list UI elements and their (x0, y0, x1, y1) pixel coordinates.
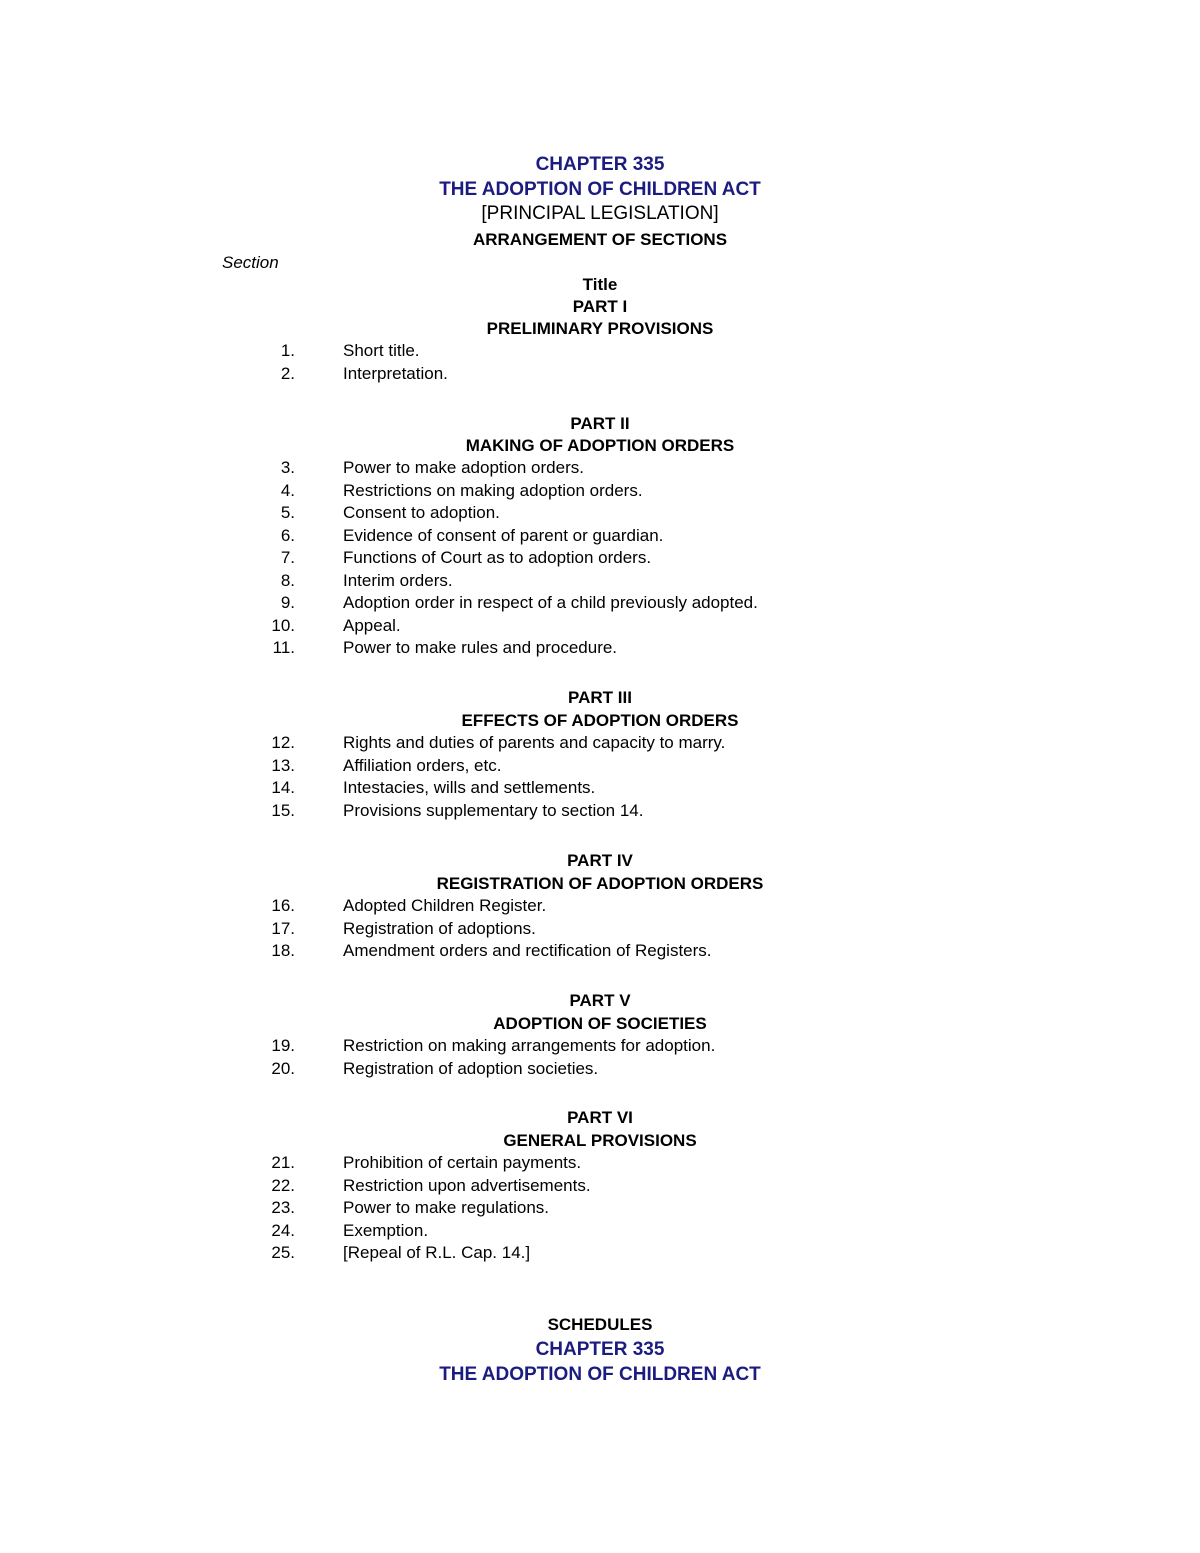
section-title: Restriction on making arrangements for adoption. (343, 1036, 716, 1055)
section-number: 16. (271, 896, 295, 915)
section-number: 1. (280, 341, 295, 360)
section-title: Power to make rules and procedure. (343, 638, 618, 657)
part-1-label: PART I (572, 297, 628, 316)
section-title: Power to make regulations. (343, 1198, 549, 1217)
section-entry (0, 940, 1200, 963)
section-number: 13. (271, 755, 295, 775)
section-entry (0, 1175, 1200, 1198)
section-entry (0, 340, 1200, 363)
section-title: Restrictions on making adoption orders. (343, 480, 643, 500)
part-5-sections (0, 1035, 1200, 1080)
act-title: THE ADOPTION OF CHILDREN ACT (439, 179, 761, 200)
schedules-heading: SCHEDULES (547, 1315, 653, 1334)
section-title: Interim orders. (343, 570, 453, 590)
section-title: Exemption. (343, 1220, 429, 1240)
section-number: 8. (280, 570, 295, 590)
section-title: Appeal. (343, 615, 401, 635)
part-2-sections (0, 457, 1200, 660)
section-entry (0, 777, 1200, 800)
section-entry (0, 895, 1200, 918)
section-number: 9. (280, 593, 295, 612)
section-number: 25. (271, 1243, 295, 1262)
part-6-label: PART VI (567, 1108, 633, 1127)
section-number: 4. (280, 480, 295, 500)
arrangement-heading: ARRANGEMENT OF SECTIONS (472, 230, 728, 249)
section-title: Intestacies, wills and settlements. (343, 778, 596, 797)
part-1-heading: PRELIMINARY PROVISIONS (486, 319, 714, 338)
section-number: 19. (271, 1036, 295, 1055)
section-entry (0, 457, 1200, 480)
section-entry (0, 547, 1200, 570)
footer-act-title: THE ADOPTION OF CHILDREN ACT (439, 1364, 761, 1385)
section-title: Evidence of consent of parent or guardian. (343, 525, 664, 545)
section-entry (0, 570, 1200, 593)
section-title: [Repeal of R.L. Cap. 14.] (343, 1243, 531, 1262)
section-title: Rights and duties of parents and capacity to marry. (343, 733, 726, 752)
section-entry (0, 800, 1200, 823)
section-title: Adopted Children Register. (343, 896, 547, 915)
section-entry (0, 615, 1200, 638)
section-entry (0, 592, 1200, 615)
section-number: 21. (271, 1153, 295, 1172)
section-number: 14. (271, 778, 295, 797)
section-entry (0, 1035, 1200, 1058)
section-number: 6. (280, 525, 295, 545)
part-4-heading: REGISTRATION OF ADOPTION ORDERS (436, 874, 764, 893)
section-title: Restriction upon advertisements. (343, 1175, 591, 1195)
footer-chapter-heading: CHAPTER 335 (535, 1339, 665, 1360)
part-3-sections (0, 732, 1200, 822)
section-title: Short title. (343, 341, 420, 360)
part-5-label: PART V (569, 991, 631, 1010)
section-entry (0, 480, 1200, 503)
section-title: Registration of adoption societies. (343, 1058, 599, 1078)
section-number: 20. (271, 1058, 295, 1078)
section-title: Adoption order in respect of a child previously adopted. (343, 593, 758, 612)
section-entry (0, 1197, 1200, 1220)
section-entry (0, 1152, 1200, 1175)
section-number: 3. (280, 458, 295, 477)
section-title: Functions of Court as to adoption orders. (343, 548, 652, 567)
part-2-heading: MAKING OF ADOPTION ORDERS (465, 436, 735, 455)
part-3-heading: EFFECTS OF ADOPTION ORDERS (461, 711, 739, 730)
section-number: 7. (280, 548, 295, 567)
section-number: 12. (271, 733, 295, 752)
section-number: 10. (271, 615, 295, 635)
section-title: Affiliation orders, etc. (343, 755, 502, 775)
section-entry (0, 502, 1200, 525)
part-6-heading: GENERAL PROVISIONS (503, 1131, 697, 1150)
section-number: 15. (271, 800, 295, 820)
part-4-label: PART IV (567, 851, 633, 870)
section-number: 5. (280, 503, 295, 522)
section-number: 18. (271, 941, 295, 960)
part-6-sections (0, 1152, 1200, 1265)
part-3-label: PART III (568, 688, 632, 707)
section-entry (0, 1242, 1200, 1265)
section-number: 24. (271, 1220, 295, 1240)
section-entry (0, 637, 1200, 660)
section-entry (0, 363, 1200, 386)
section-title: Interpretation. (343, 363, 448, 383)
section-title: Power to make adoption orders. (343, 458, 584, 477)
section-column-label: Section (222, 253, 279, 272)
part-1-sections (0, 340, 1200, 385)
section-entry (0, 1058, 1200, 1081)
section-number: 11. (272, 638, 295, 657)
section-title: Amendment orders and rectification of Registers. (343, 941, 712, 960)
section-number: 23. (271, 1198, 295, 1217)
section-title: Registration of adoptions. (343, 918, 536, 938)
section-entry (0, 525, 1200, 548)
section-entry (0, 755, 1200, 778)
section-number: 2. (280, 363, 295, 383)
section-title: Consent to adoption. (343, 503, 500, 522)
section-entry (0, 732, 1200, 755)
section-title: Provisions supplementary to section 14. (343, 800, 644, 820)
part-2-label: PART II (570, 414, 630, 433)
part-5-heading: ADOPTION OF SOCIETIES (493, 1014, 707, 1033)
legislation-type: [PRINCIPAL LEGISLATION] (481, 203, 719, 224)
section-number: 22. (271, 1175, 295, 1195)
section-number: 17. (271, 918, 295, 938)
section-entry (0, 918, 1200, 941)
title-column-label: Title (582, 275, 618, 294)
chapter-heading: CHAPTER 335 (535, 154, 665, 175)
section-entry (0, 1220, 1200, 1243)
section-title: Prohibition of certain payments. (343, 1153, 582, 1172)
part-4-sections (0, 895, 1200, 963)
